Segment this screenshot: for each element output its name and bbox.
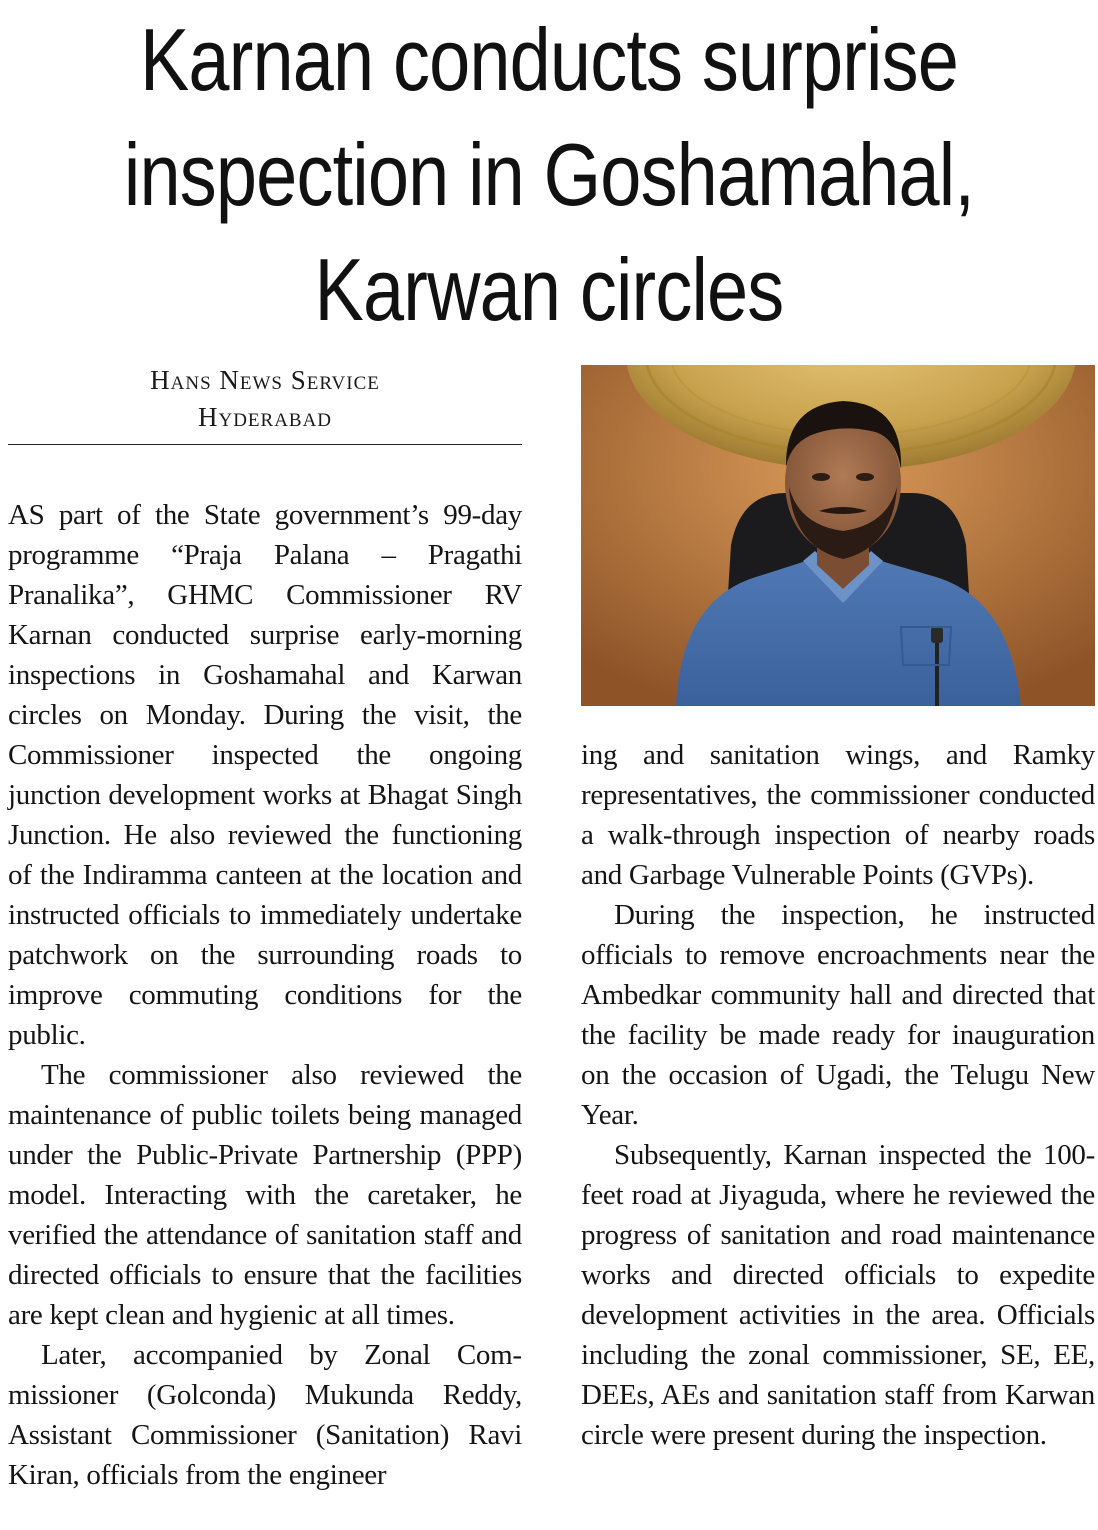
byline-divider xyxy=(8,444,522,445)
paragraph-1: AS part of the State government’s 99-day programme “Praja Palana – Pragathi Pranalika”, GHMC Commissioner RV Karnan conducted surprise early-morning inspections in Goshamahal and Karwan circles on Monday. During the visit, the Commissioner inspected the ongoing junction development works at Bhagat Singh Junction. He also reviewed the functioning of the Indiramma canteen at the location and instructed officials to immediately undertake patchwork on the surrounding roads to improve commuting conditions for the public. xyxy=(8,499,522,1051)
byline xyxy=(8,362,522,436)
article-column-right xyxy=(581,735,1095,1455)
byline-location: Hyderabad xyxy=(197,402,333,432)
article-column-left xyxy=(8,495,522,1495)
headline: Karnan conducts surprise inspection in Goshamahal, Karwan circles xyxy=(123,10,975,339)
commissioner-photo xyxy=(581,365,1095,706)
byline-agency: Hans News Service xyxy=(150,365,380,395)
paragraph-5: Subsequently, Karnan inspected the 100-feet road at Jiyaguda, where he reviewed the progress of sanitation and road maintenance works and directed officials to expedite development activities in the area. Officials including the zonal commissioner, SE, EE, DEEs, AEs and sanitation staff from Karwan circle were present during the inspection. xyxy=(581,1139,1095,1451)
paragraph-3-continued: ing and sanitation wings, and Ramky representatives, the commissioner conducted a walk-through inspection of nearby roads and Garbage Vulnerable Points (GVPs). xyxy=(581,739,1095,891)
paragraph-2: The commissioner also reviewed the maintenance of public toilets being managed under the Public-Private Partnership (PPP) model. Interacting with the caretaker, he verified the attendance of sanitation staff and directed officials to ensure that the facilities are kept clean and hygienic at all times. xyxy=(8,1059,522,1331)
paragraph-4: During the inspection, he instructed officials to remove encroachments near the Ambedkar community hall and directed that the facility be made ready for inauguration on the occasion of Ugadi, the Telugu New Year. xyxy=(581,899,1095,1131)
paragraph-3-start: Later, accompanied by Zonal Commissioner (Golconda) Mukunda Reddy, Assistant Commissioner (Sanitation) Ravi Kiran, officials from the engineer xyxy=(8,1339,522,1491)
portrait-photo-icon xyxy=(581,365,1095,706)
